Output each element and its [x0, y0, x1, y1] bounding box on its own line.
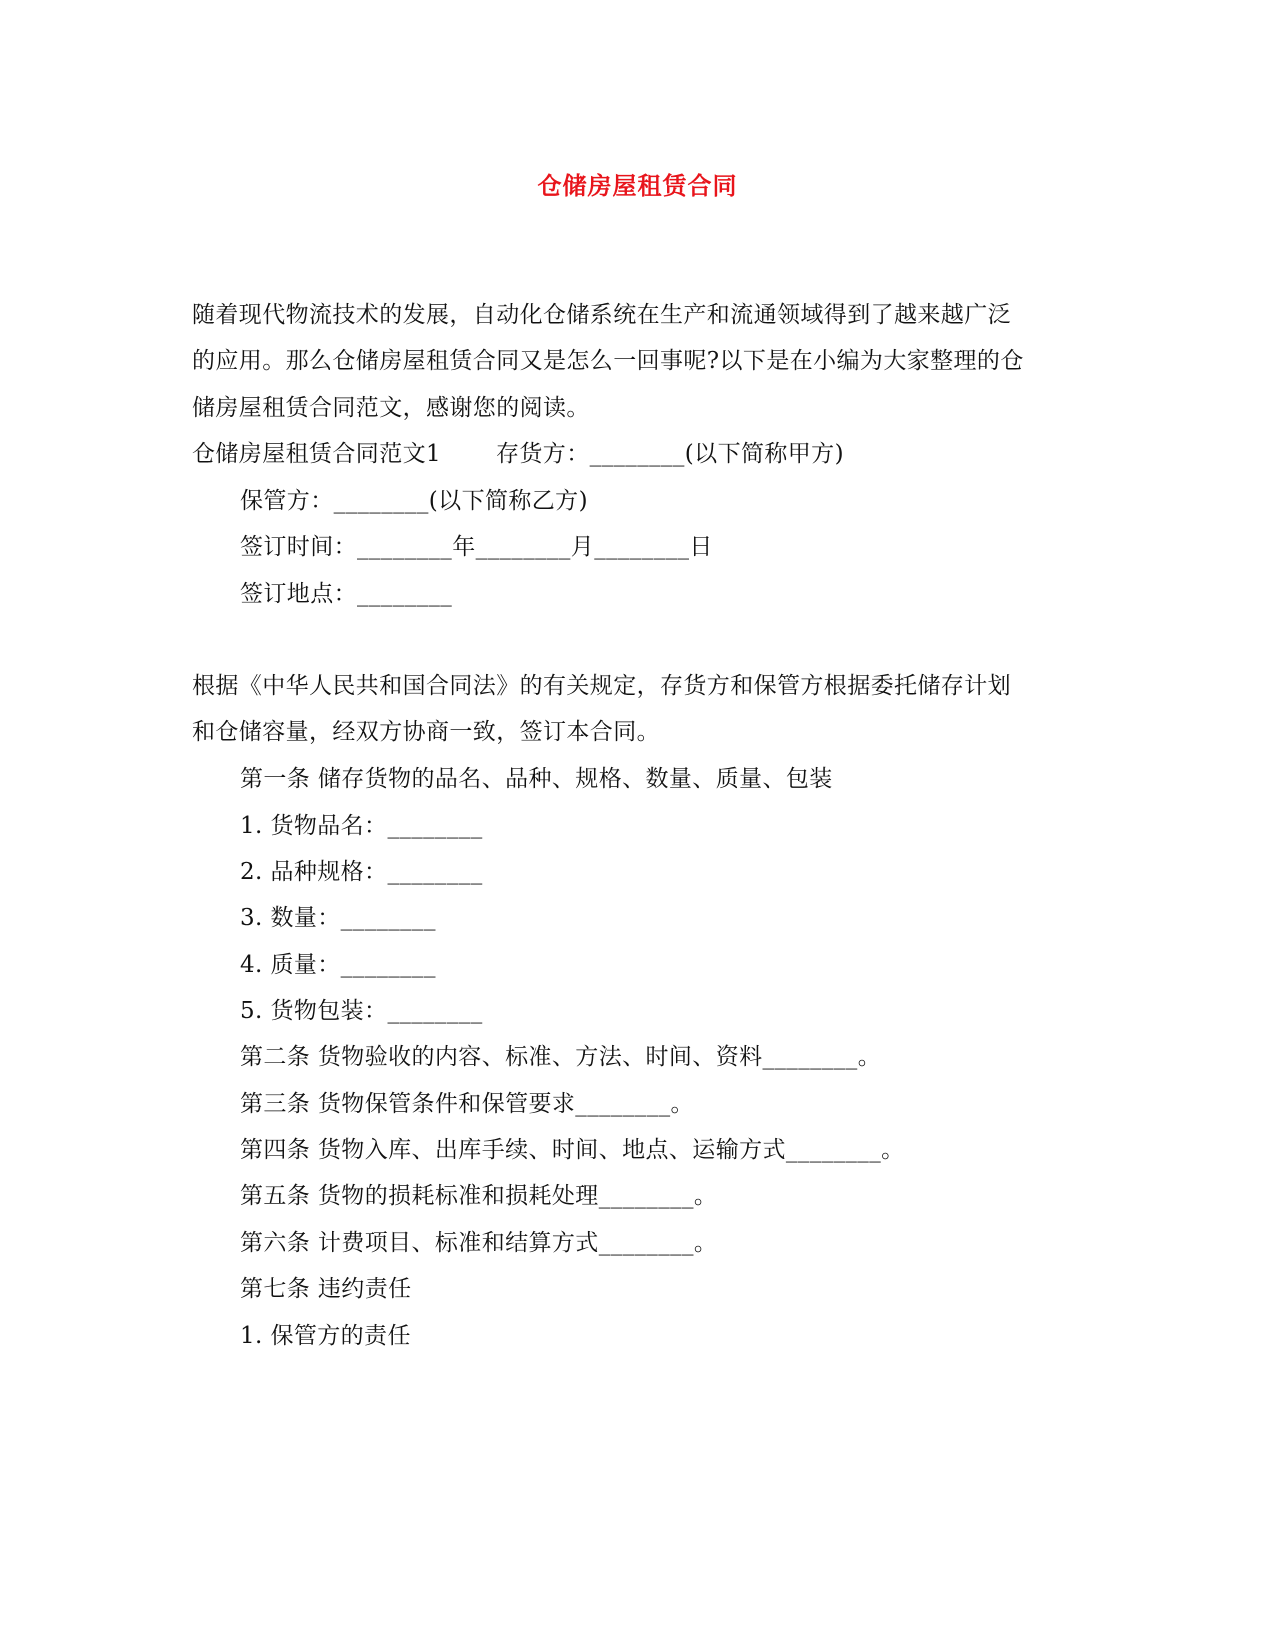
intro-line-1: 随着现代物流技术的发展，自动化仓储系统在生产和流通领域得到了越来越广泛	[192, 302, 1011, 328]
article-7-item-1: 1. 保管方的责任	[240, 1323, 411, 1349]
item-5: 5. 货物包装：________	[240, 998, 483, 1024]
document-title: 仓储房屋租赁合同	[537, 171, 738, 200]
article-7: 第七条 违约责任	[240, 1276, 412, 1302]
item-3: 3. 数量：________	[240, 905, 436, 931]
sample-heading: 仓储房屋租赁合同范文1	[192, 441, 442, 467]
article-4: 第四条 货物入库、出库手续、时间、地点、运输方式________。	[240, 1137, 905, 1163]
article-5: 第五条 货物的损耗标准和损耗处理________。	[240, 1183, 718, 1209]
preamble-line-1: 根据《中华人民共和国合同法》的有关规定，存货方和保管方根据委托储存计划	[192, 673, 1011, 699]
item-4: 4. 质量：________	[240, 952, 436, 978]
sign-place-line: 签订地点：________	[240, 581, 453, 607]
article-6: 第六条 计费项目、标准和结算方式________。	[240, 1230, 718, 1256]
item-2: 2. 品种规格：________	[240, 859, 483, 885]
party-a-line: 存货方：________(以下简称甲方)	[496, 441, 844, 467]
sign-date-line: 签订时间：________年________月________日	[240, 534, 713, 560]
article-1: 第一条 储存货物的品名、品种、规格、数量、质量、包装	[240, 766, 833, 792]
party-b-line: 保管方：________(以下简称乙方)	[240, 488, 588, 514]
article-2: 第二条 货物验收的内容、标准、方法、时间、资料________。	[240, 1044, 882, 1070]
preamble-line-2: 和仓储容量，经双方协商一致，签订本合同。	[192, 719, 660, 745]
intro-line-3: 储房屋租赁合同范文，感谢您的阅读。	[192, 395, 590, 421]
intro-line-2: 的应用。那么仓储房屋租赁合同又是怎么一回事呢?以下是在小编为大家整理的仓	[192, 348, 1024, 374]
item-1: 1. 货物品名：________	[240, 813, 483, 839]
article-3: 第三条 货物保管条件和保管要求________。	[240, 1091, 694, 1117]
